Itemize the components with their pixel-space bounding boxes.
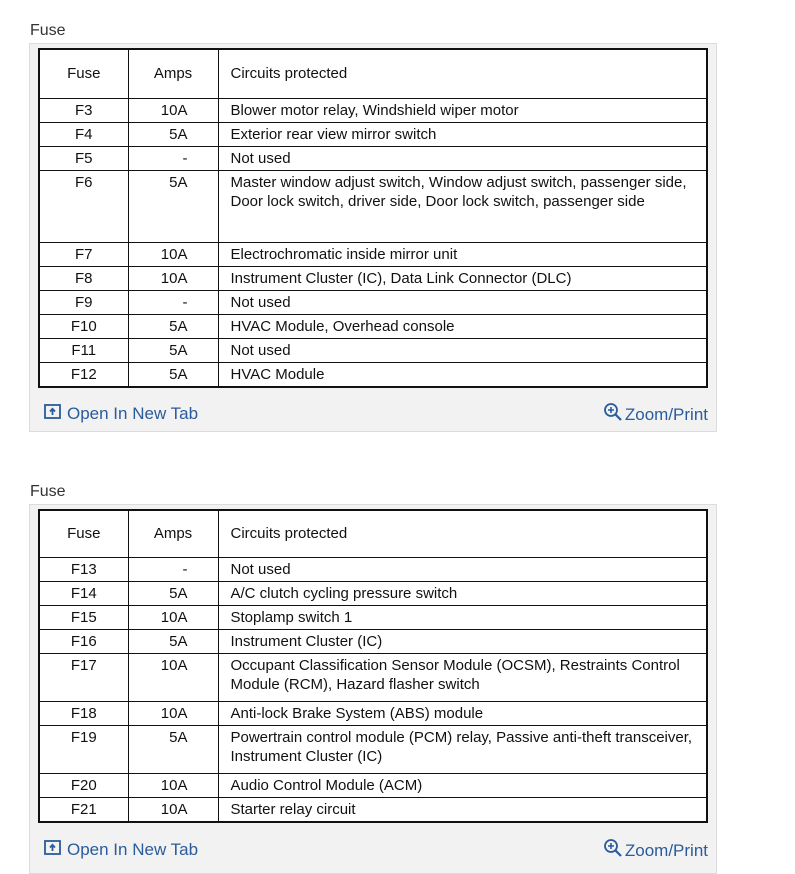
column-header: Circuits protected xyxy=(218,511,706,557)
circuit-cell: Blower motor relay, Windshield wiper motor xyxy=(218,98,706,122)
zoom-in-icon xyxy=(603,838,623,863)
fuse-cell: F21 xyxy=(40,797,128,821)
table-row xyxy=(40,338,706,362)
table-row xyxy=(40,146,706,170)
circuit-cell: A/C clutch cycling pressure switch xyxy=(218,581,706,605)
circuit-cell: Occupant Classification Sensor Module (OCSM), Restraints Control Module (RCM), Hazard flasher switch xyxy=(218,653,706,701)
circuit-cell: HVAC Module xyxy=(218,362,706,386)
amps-cell: 5A xyxy=(128,362,218,386)
table-header-row xyxy=(40,50,706,98)
table-row xyxy=(40,653,706,701)
fuse-cell: F16 xyxy=(40,629,128,653)
amps-cell: 10A xyxy=(128,773,218,797)
open-new-tab-icon xyxy=(44,840,61,860)
table-row xyxy=(40,242,706,266)
amps-cell: 5A xyxy=(128,725,218,773)
amps-cell: - xyxy=(128,290,218,314)
fuse-table-image-1 xyxy=(38,48,708,388)
card-footer-1 xyxy=(30,399,716,429)
amps-cell: 10A xyxy=(128,98,218,122)
zoom-print-label: Zoom/Print xyxy=(624,840,708,860)
open-in-new-tab-label: Open In New Tab xyxy=(67,404,199,423)
amps-cell: 5A xyxy=(128,629,218,653)
circuit-cell: Electrochromatic inside mirror unit xyxy=(218,242,706,266)
open-in-new-tab-label: Open In New Tab xyxy=(67,840,199,859)
fuse-table-card-1 xyxy=(29,43,717,432)
amps-cell: 10A xyxy=(128,605,218,629)
amps-cell: 5A xyxy=(128,581,218,605)
table-row xyxy=(40,797,706,821)
fuse-cell: F19 xyxy=(40,725,128,773)
column-header: Fuse xyxy=(40,50,128,98)
table-row xyxy=(40,629,706,653)
circuit-cell: Audio Control Module (ACM) xyxy=(218,773,706,797)
zoom-print-link-2[interactable] xyxy=(603,838,708,863)
zoom-print-label: Zoom/Print xyxy=(624,404,708,424)
circuit-cell: Instrument Cluster (IC), Data Link Connector (DLC) xyxy=(218,266,706,290)
table-row xyxy=(40,314,706,338)
circuit-cell: Instrument Cluster (IC) xyxy=(218,629,706,653)
fuse-cell: F15 xyxy=(40,605,128,629)
circuit-cell: Anti-lock Brake System (ABS) module xyxy=(218,701,706,725)
circuit-cell: Powertrain control module (PCM) relay, Passive anti-theft transceiver, Instrument Cluster (IC) xyxy=(218,725,706,773)
table-row xyxy=(40,701,706,725)
circuit-cell: Stoplamp switch 1 xyxy=(218,605,706,629)
fuse-cell: F8 xyxy=(40,266,128,290)
table-row xyxy=(40,98,706,122)
circuit-cell: Master window adjust switch, Window adjust switch, passenger side, Door lock switch, driver side, Door lock switch, passenger side xyxy=(218,170,706,242)
fuse-cell: F6 xyxy=(40,170,128,242)
amps-cell: - xyxy=(128,146,218,170)
amps-cell: 5A xyxy=(128,314,218,338)
fuse-cell: F5 xyxy=(40,146,128,170)
amps-cell: - xyxy=(128,557,218,581)
amps-cell: 5A xyxy=(128,170,218,242)
table-row xyxy=(40,725,706,773)
table-row xyxy=(40,605,706,629)
circuit-cell: Not used xyxy=(218,290,706,314)
fuse-cell: F7 xyxy=(40,242,128,266)
amps-cell: 10A xyxy=(128,701,218,725)
table-row xyxy=(40,266,706,290)
table-row xyxy=(40,581,706,605)
fuse-cell: F18 xyxy=(40,701,128,725)
zoom-in-icon xyxy=(603,402,623,427)
table-row xyxy=(40,290,706,314)
table-row xyxy=(40,122,706,146)
fuse-table-card-2 xyxy=(29,504,717,874)
table-header-row xyxy=(40,511,706,557)
section-label-1: Fuse xyxy=(30,22,66,39)
circuit-cell: Starter relay circuit xyxy=(218,797,706,821)
column-header: Fuse xyxy=(40,511,128,557)
fuse-cell: F10 xyxy=(40,314,128,338)
column-header: Amps xyxy=(128,511,218,557)
fuse-table-2 xyxy=(40,511,706,821)
fuse-cell: F13 xyxy=(40,557,128,581)
section-label-2: Fuse xyxy=(30,483,66,500)
table-row xyxy=(40,557,706,581)
table-row xyxy=(40,362,706,386)
open-in-new-tab-link-1[interactable] xyxy=(44,404,198,424)
circuit-cell: HVAC Module, Overhead console xyxy=(218,314,706,338)
column-header: Amps xyxy=(128,50,218,98)
amps-cell: 10A xyxy=(128,653,218,701)
circuit-cell: Not used xyxy=(218,146,706,170)
open-new-tab-icon xyxy=(44,404,61,424)
fuse-cell: F9 xyxy=(40,290,128,314)
circuit-cell: Exterior rear view mirror switch xyxy=(218,122,706,146)
amps-cell: 10A xyxy=(128,797,218,821)
table-row xyxy=(40,773,706,797)
circuit-cell: Not used xyxy=(218,557,706,581)
fuse-table-1 xyxy=(40,50,706,386)
fuse-cell: F14 xyxy=(40,581,128,605)
fuse-cell: F4 xyxy=(40,122,128,146)
card-footer-2 xyxy=(30,835,716,865)
fuse-cell: F12 xyxy=(40,362,128,386)
open-in-new-tab-link-2[interactable] xyxy=(44,840,198,860)
fuse-cell: F11 xyxy=(40,338,128,362)
amps-cell: 5A xyxy=(128,122,218,146)
fuse-cell: F17 xyxy=(40,653,128,701)
fuse-cell: F20 xyxy=(40,773,128,797)
zoom-print-link-1[interactable] xyxy=(603,402,708,427)
circuit-cell: Not used xyxy=(218,338,706,362)
column-header: Circuits protected xyxy=(218,50,706,98)
table-row xyxy=(40,170,706,242)
amps-cell: 10A xyxy=(128,266,218,290)
amps-cell: 10A xyxy=(128,242,218,266)
fuse-cell: F3 xyxy=(40,98,128,122)
fuse-table-image-2 xyxy=(38,509,708,823)
amps-cell: 5A xyxy=(128,338,218,362)
